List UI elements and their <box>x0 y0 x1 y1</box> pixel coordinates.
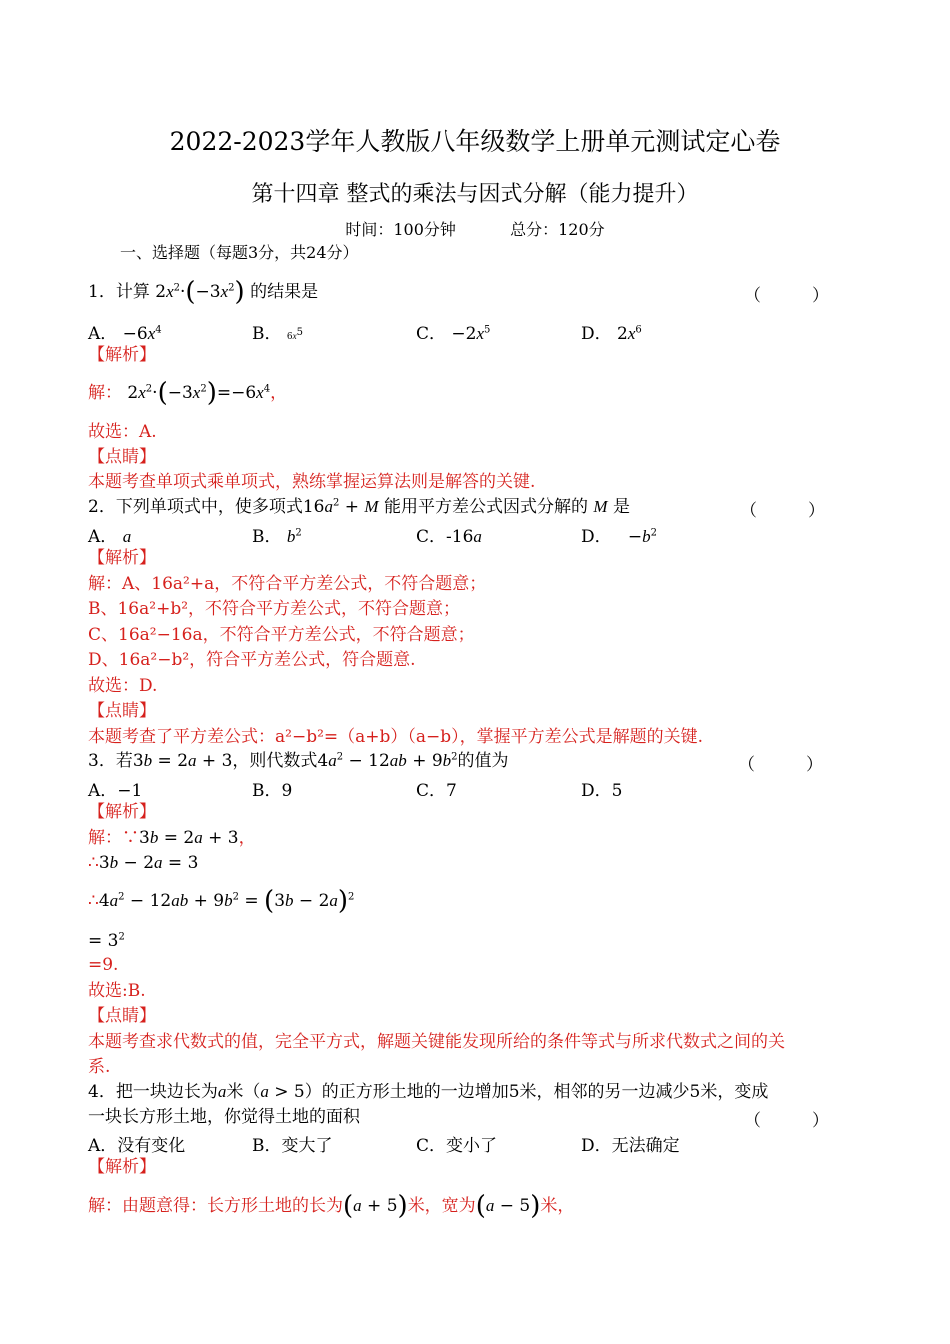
exam-time: 时间：100分钟 <box>345 220 456 239</box>
q1-solution: 解： $2x^2\cdot(-3x^2)=-6x^4$， <box>88 378 288 408</box>
q3-comment-line1: 本题考查求代数式的值，完全平方式，解题关键能发现所给的条件等式与所求代数式之间的关 <box>88 1032 785 1052</box>
question-2: 2．下列单项式中，使多项式$16a^2 + M$ 能用平方差公式因式分解的 M 是 <box>88 497 630 517</box>
q3-option-d: D．5 <box>581 781 623 801</box>
q3-option-c: C．7 <box>416 781 457 801</box>
q2-option-b: B． $b^2$ <box>252 527 302 547</box>
question-4-line2: 一块长方形土地，你觉得土地的面积 <box>88 1107 360 1127</box>
q3-solution-3: $\therefore 4a^2 - 12ab + 9b^2 = (3b - 2a)^2$ <box>88 886 355 916</box>
q4-analysis-label: 【解析】 <box>88 1157 156 1177</box>
q4-option-c: C．变小了 <box>416 1136 498 1156</box>
q2-option-a: A． a <box>88 527 132 547</box>
q2-solution-line: C、16a²−16a，不符合平方差公式，不符合题意； <box>88 625 475 645</box>
q2-solution-line: B、16a²+b²，不符合平方差公式，不符合题意； <box>88 599 461 619</box>
q1-comment-label: 【点睛】 <box>88 447 156 467</box>
answer-blank: （ ） <box>740 501 825 521</box>
q2-option-d: D． $-b^2$ <box>581 527 657 547</box>
q1-option-b: B． $6x^5$ <box>252 324 304 344</box>
q3-option-a: A．−1 <box>88 781 143 801</box>
page-title: 2022-2023学年人教版八年级数学上册单元测试定心卷 <box>169 127 781 156</box>
q2-comment: 本题考查了平方差公式：a²−b²=（a+b）（a−b），掌握平方差公式是解题的关键. <box>88 727 704 747</box>
q3-option-b: B．9 <box>252 781 293 801</box>
q3-comment-label: 【点睛】 <box>88 1006 156 1026</box>
answer-blank: （ ） <box>744 286 829 306</box>
q4-option-d: D．无法确定 <box>581 1136 680 1156</box>
q4-option-a: A．没有变化 <box>88 1136 186 1156</box>
question-3: 3．若3b = 2a + 3，则代数式$4a^2 - 12ab + 9b^2$的值为 <box>88 751 509 771</box>
answer-blank: （ ） <box>738 755 823 775</box>
q2-solution-line: D、16a²−b²，符合平方差公式，符合题意. <box>88 650 416 670</box>
chapter-subtitle: 第十四章 整式的乘法与因式分解（能力提升） <box>251 182 699 207</box>
q1-choice: 故选：A. <box>88 422 157 442</box>
section-heading: 一、选择题（每题3分，共24分） <box>120 243 359 262</box>
q3-solution-2: ∴3b − 2a = 3 <box>88 853 199 873</box>
q4-option-b: B．变大了 <box>252 1136 333 1156</box>
q1-option-c: C． $-2x^5$ <box>416 324 491 344</box>
q2-analysis-label: 【解析】 <box>88 548 156 568</box>
q1-option-a: A． $-6x^4$ <box>88 324 162 344</box>
q1-option-d: D． $2x^6$ <box>581 324 642 344</box>
exam-total: 总分：120分 <box>510 220 605 239</box>
q3-analysis-label: 【解析】 <box>88 802 156 822</box>
q2-solution-line: 解：A、16a²+a，不符合平方差公式，不符合题意； <box>88 574 487 594</box>
question-4-line1: 4．把一块边长为a米（a > 5）的正方形土地的一边增加5米，相邻的另一边减少5米，变成 <box>88 1082 769 1102</box>
q2-choice: 故选：D. <box>88 676 158 696</box>
q3-solution-4: = $3^2$ <box>88 931 125 951</box>
q1-analysis-label: 【解析】 <box>88 345 156 365</box>
q3-choice: 故选:B. <box>88 981 146 1001</box>
q1-expression: $2x^2\cdot(-3x^2)$ <box>155 277 245 307</box>
q1-comment: 本题考查单项式乘单项式，熟练掌握运算法则是解答的关键. <box>88 472 536 492</box>
q3-solution-1: 解：∵3b = 2a + 3， <box>88 828 256 848</box>
q3-solution-5: =9. <box>88 955 119 975</box>
q3-comment-line2: 系. <box>88 1057 111 1077</box>
q4-solution: 解：由题意得：长方形土地的长为(a + 5)米，宽为(a − 5)米， <box>88 1191 575 1221</box>
question-1: 1．计算 $2x^2\cdot(-3x^2)$ 的结果是 <box>88 277 319 307</box>
answer-blank: （ ） <box>744 1111 829 1131</box>
q2-option-c: C．-16a <box>416 527 482 547</box>
q2-comment-label: 【点睛】 <box>88 701 156 721</box>
exam-meta <box>0 217 950 240</box>
